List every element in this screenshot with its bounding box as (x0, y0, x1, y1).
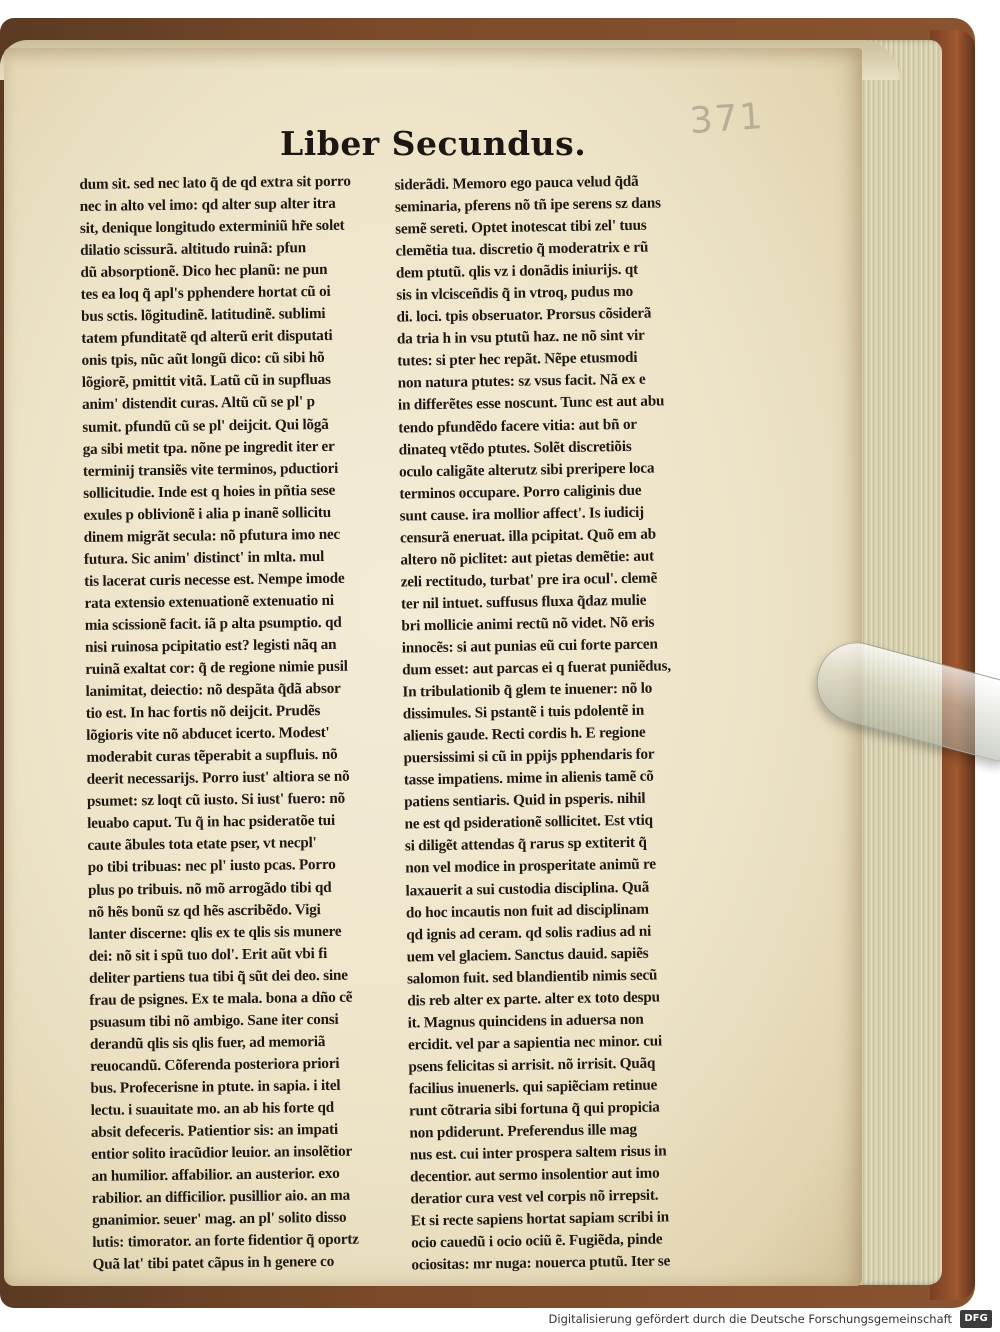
text-line: an humilior. affabilior. an austerior. exo (91, 1164, 340, 1185)
text-line: bri mollicie animi rectũ nõ videt. Nõ eris (401, 613, 655, 635)
text-line: nõ hẽs bonũ sz qd hẽs ascribẽdo. Vigi (88, 900, 321, 921)
text-line: ociositas: mr nuga: nouerca ptutũ. Iter se (411, 1252, 671, 1274)
text-line: tutes: si pter hec repãt. Nẽpe etusmodi (397, 349, 638, 370)
text-line: sollicitudie. Inde est q hoies in pñtia sese (83, 481, 336, 502)
text-line: moderabit curas tẽperabit a supfluis. nõ (86, 746, 338, 767)
text-line: salomon fuit. sed blandientib nimis secũ (406, 966, 658, 988)
text-line: decentior. aut sermo insolentior aut imo (409, 1164, 660, 1186)
text-line: dinateq vtẽdo ptutes. Solẽt discretiõis (398, 437, 632, 459)
text-line: deliter partiens tua tibi q̃ sũt dei deo. sine (88, 966, 348, 987)
text-line: runt cõtraria sibi fortuna q̃ qui propicia (408, 1098, 660, 1120)
text-line: puersissimi si cũ in ppijs pphendaris for (403, 745, 655, 767)
text-line: entior solito iracũdior leuior. an insolẽtior (91, 1142, 353, 1163)
text-line: anim' distendit curas. Altũ cũ se pl' p (81, 393, 315, 414)
text-line: ercidit. vel par a sapientia nec minor. cui (407, 1032, 663, 1054)
text-line: do hoc incautis non fuit ad disciplinam (405, 900, 649, 922)
text-line: dissimules. Si pstantẽ i tuis pdolentẽ in (402, 701, 645, 723)
text-line: dum sit. sed nec lato q̃ de qd extra sit porro (79, 172, 351, 193)
text-line: absit defeceris. Patientior sis: an impati (90, 1120, 339, 1141)
text-line: derandũ qlis sis qlis fuer, ad memoriã (89, 1032, 326, 1053)
text-line: patiens sentiaris. Quid in psperis. nihil (404, 790, 646, 811)
text-line: sunt cause. ira mollior affect'. Is iudicij (399, 503, 645, 525)
text-line: clemẽtia tua. discretio q̃ moderatrix e rũ (395, 238, 649, 260)
text-line: it. Magnus quincidens in aduersa non (407, 1010, 644, 1032)
text-line: tatem pfunditatẽ qd alterũ erit disputati (81, 327, 333, 348)
text-line: facilius inuenerls. qui sapiẽciam retinue (408, 1076, 658, 1098)
text-line: tio est. In hac fortis nõ deijcit. Prudẽs (85, 702, 321, 723)
text-line: ga sibi metit tpa. nõne pe ingredit iter er (82, 437, 335, 458)
text-line: laxauerit a sui custodia disciplina. Quã (405, 878, 650, 899)
text-line: ne est qd psiderationẽ sollicitet. Est vtiq (404, 811, 654, 833)
text-line: terminij transiẽs vite terminos, pductiori (82, 459, 339, 480)
text-line: frau de psignes. Ex te mala. bona a dño cẽ (89, 988, 353, 1009)
text-line: zeli rectitudo, turbat' pre ira ocul'. clemẽ (400, 569, 658, 591)
folio-number: 371 (688, 95, 766, 143)
text-line: dem ptutũ. qlis vz i donãdis iniurijs. qt (395, 260, 639, 282)
text-line: leuabo caput. Tu q̃ in hac psideratõe tui (87, 812, 336, 833)
text-line: qd ignis ad ceram. qd solis radius ad ni (406, 922, 652, 944)
text-line: di. loci. tpis obseruator. Prorsus cõsiderã (396, 304, 652, 326)
text-line: futura. Sic anim' distinct' in mlta. mul (83, 547, 325, 568)
text-line: rabilior. an difficilior. pusillior aio. an ma (91, 1186, 351, 1208)
text-line: tendo pfundẽdo facere vitia: aut bñ or (398, 415, 637, 437)
text-line: psens felicitas si arrisit. nõ irrisit. Quãq (408, 1054, 656, 1076)
text-line: da tria h in vsu ptutũ haz. ne nõ sint vir (396, 326, 645, 348)
text-line: deerit necessarijs. Porro iust' altiora se nõ (86, 767, 350, 789)
text-line: Quã lat' tibi patet cãpus in h genere co (92, 1253, 335, 1274)
text-line: si diligẽt attendas q̃ rarus sp extiterit q̃ (404, 834, 647, 855)
text-line: tes ea loq q̃ apl's pphendere hortat cũ oi (80, 283, 331, 304)
text-line: lõgioris vite nõ abducet icerto. Modest' (86, 724, 330, 745)
text-line: dis reb alter ex parte. alter ex toto despu (407, 988, 660, 1010)
running-head: Liber Secundus. (280, 124, 587, 163)
text-line: tasse impatiens. mime in alienis tamẽ cõ (403, 767, 654, 789)
text-column-right (394, 170, 731, 1277)
text-line: terminos occupare. Porro caliginis due (399, 481, 642, 503)
text-line: oculo caligãte alterutz sibi preripere loca (398, 459, 655, 481)
text-line: semẽ sereti. Optet inotescat tibi zel' tuus (395, 216, 647, 238)
text-line: bus sctis. lõgitudinẽ. latitudinẽ. sublimi (80, 305, 326, 326)
text-line: non vel modice in prosperitate animũ re (405, 856, 657, 877)
text-line: non natura ptutes: sz vsus facit. Nã ex e (397, 371, 646, 392)
text-line: caute ãbules tota etate pser, vt necpl' (87, 834, 317, 855)
text-line: dinem migrãt secula: nõ pfutura imo nec (83, 525, 341, 546)
text-line: psumet: sz loqt cũ iusto. Si iust' fuero: nõ (86, 790, 346, 811)
text-line: seminaria, pferens nõ tñ ipe serens sz dans (394, 194, 661, 216)
text-line: in differẽtes esse noscunt. Tunc est aut abu (397, 392, 665, 415)
text-line: exules p oblivionẽ i alia p inanẽ sollicitu (83, 503, 332, 524)
text-line: censurã eneruat. illa pcipitat. Quõ em ab (399, 525, 657, 547)
text-line: sit, denique longitudo exterminiũ hr̃e solet (79, 216, 345, 238)
text-line: altero nõ piclitet: aut pietas demẽtie: aut (400, 547, 655, 569)
text-line: nec in alto vel imo: qd alter sup alter itra (79, 194, 336, 215)
text-line: lectu. i suauitate mo. an ab his forte qd (90, 1098, 335, 1119)
text-line: alienis gaude. Recti cordis h. E regione (403, 723, 646, 745)
funding-credit: Digitalisierung gefördert durch die Deutsche Forschungsgemeinschaft (548, 1312, 952, 1326)
dfg-logo-icon: DFG (960, 1310, 992, 1328)
text-line: innocẽs: si aut punias eũ cui forte parcen (401, 635, 658, 657)
text-line: po tibi tribuas: nec pl' iusto pcas. Porro (87, 856, 336, 877)
text-line: dum esset: aut parcas ei q fuerat puniẽdus, (402, 657, 671, 679)
text-line: nisi ruinosa pcipitatio est? legisti nãq an (84, 635, 337, 656)
text-line: lõgiorẽ, pmittit vitã. Latũ cũ in supfluas (81, 371, 331, 392)
text-line: sumit. pfundũ cũ se pl' deijcit. Qui lõgã (82, 415, 329, 436)
text-line: rata extensio extenuationẽ extenuatio ni (84, 591, 334, 612)
text-line: ter nil intuet. suffusus fluxa q̃daz mulie (400, 591, 647, 613)
text-line: ruinã exaltat cor: q̃ de regione nimie pusil (85, 657, 348, 678)
text-line: lutis: timorator. an forte fidentior q̃ oportz (92, 1230, 359, 1252)
text-line: dũ absorptionẽ. Dico hec planũ: ne pun (80, 261, 328, 282)
text-line: dilatio scissurã. altitudo ruinã: pfun (80, 239, 307, 260)
text-line: deratior cura vest vel corpis nõ irrepsit. (410, 1186, 659, 1208)
text-line: sis in vlcisceñdis q̃ in vtroq, pudus mo (396, 283, 634, 304)
text-line: gnanimior. seuer' mag. an pl' solito disso (91, 1208, 347, 1230)
text-line: reuocandũ. Cõferenda posteriora priori (90, 1054, 340, 1075)
text-line: mia scissionẽ facit. iã p alta psumptio. qd (84, 613, 342, 634)
text-line: tis lacerat curis necesse est. Nempe imode (84, 569, 345, 590)
text-line: plus po tribuis. nõ mõ arrogãdo tibi qd (87, 878, 332, 899)
text-line: Et si recte sapiens hortat sapiam scribi in (410, 1208, 670, 1230)
text-line: onis tpis, nũc aũt longũ dico: cũ sibi hõ (81, 349, 325, 370)
text-line: ocio cauedũ i ocio ociũ ẽ. Fugiẽda, pinde (411, 1230, 663, 1252)
text-line: lanimitat, deiectio: nõ despãta q̃dã absor (85, 679, 341, 700)
text-line: lanter discerne: qlis ex te qlis sis munere (88, 922, 342, 943)
text-line: psuasum tibi nõ ambigo. Sane iter consi (89, 1010, 339, 1031)
text-line: nus est. cui inter prospera saltem risus in (409, 1142, 667, 1164)
text-line: bus. Profecerisne in ptute. in sapia. i itel (90, 1076, 341, 1097)
text-line: In tribulationib q̃ glem te inuener: nõ lo (402, 679, 653, 701)
text-line: uem vel glaciem. Sanctus dauid. sapiẽs (406, 944, 649, 966)
text-line: dei: nõ sit i spũ tuo dol'. Erit aũt vbi fi (88, 944, 328, 965)
text-line: non pdiderunt. Preferendus ille mag (409, 1120, 637, 1142)
text-line: siderãdi. Memoro ego pauca velud q̃dã (394, 172, 639, 194)
text-column-left (79, 170, 404, 1276)
